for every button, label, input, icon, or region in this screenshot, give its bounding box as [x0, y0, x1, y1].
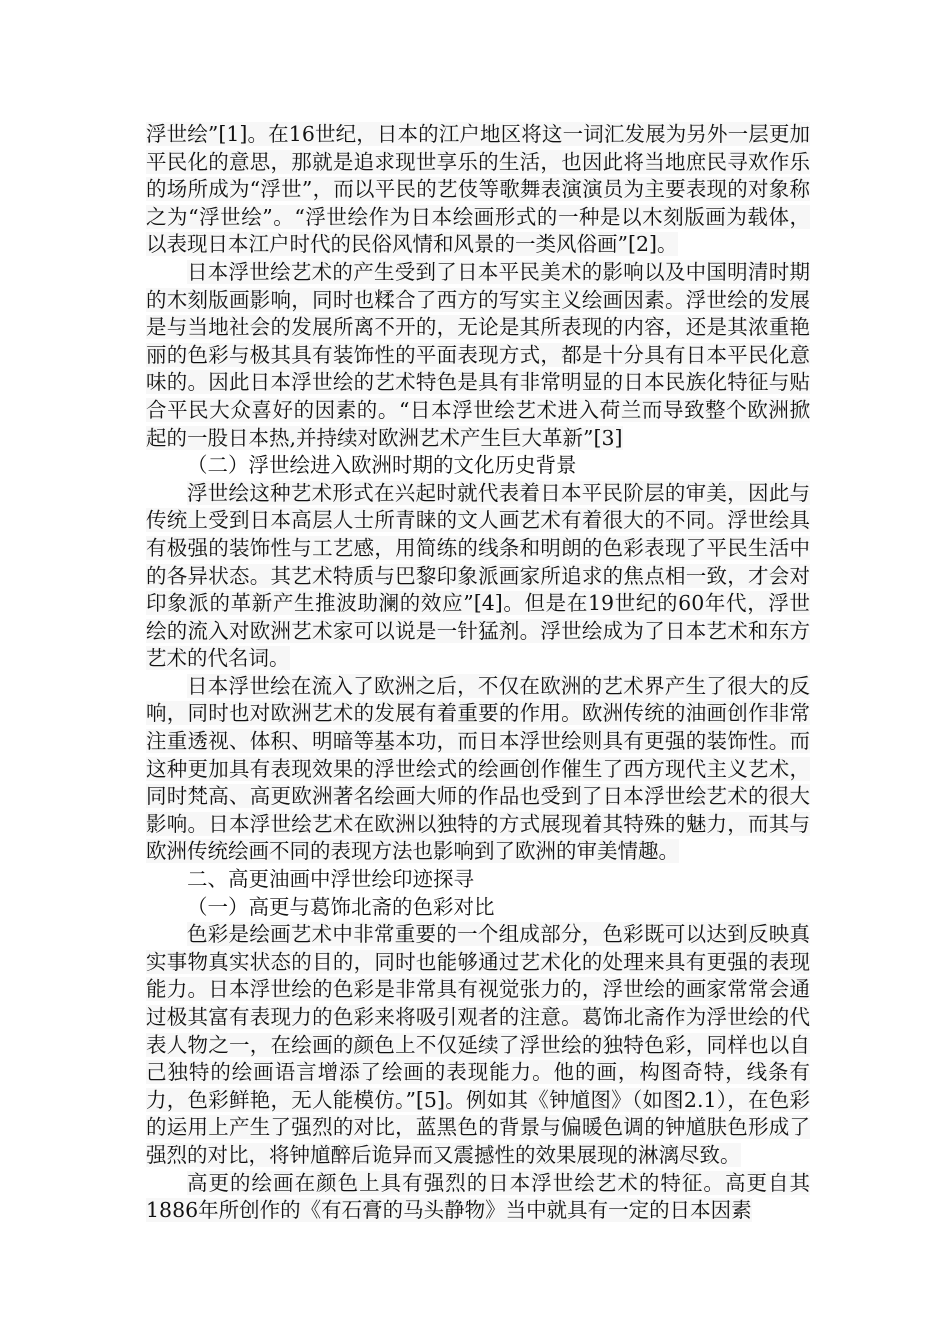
paragraph-text: 色彩是绘画艺术中非常重要的一个组成部分，色彩既可以达到反映真实事物真实状态的目的，同时也能够通过艺术化的处理来具有更强的表现能力。日本浮世绘的色彩是非常具有视觉张力的，浮世绘的画家常常会通过极其富有表现力的色彩来将吸引观者的注意。葛饰北斋作为浮世绘的代表人物之一，在绘画的颜色上不仅延续了浮世绘的独特色彩，同样也以自己独特的绘画语言增添了绘画的表现能力。他的画，构图奇特，线条有力，色彩鲜艳，无人能模仿。”[5]。例如其《钟馗图》（如图2.1），在色彩的运用上产生了强烈的对比，蓝黑色的背景与偏暖色调的钟馗肤色形成了强烈的对比，将钟馗醉后诡异而又震撼性的效果展现的淋漓尽致。 — [146, 922, 810, 1167]
paragraph-text: 高更的绘画在颜色上具有强烈的日本浮世绘艺术的特征。高更自其1886年所创作的《有石膏的马头静物》当中就具有一定的日本因素 — [146, 1170, 810, 1223]
paragraph-text: 浮世绘”[1]。在16世纪，日本的江户地区将这一词汇发展为另外一层更加平民化的意思，那就是追求现世享乐的生活，也因此将当地庶民寻欢作乐的场所成为“浮世”，而以平民的艺伎等歌舞表演演员为主要表现的对象称之为“浮世绘”。“浮世绘作为日本绘画形式的一种是以木刻版画为载体，以表现日本江户时代的民俗风情和风景的一类风俗画”[2]。 — [146, 122, 810, 257]
paragraph-text: 日本浮世绘在流入了欧洲之后，不仅在欧洲的艺术界产生了很大的反响，同时也对欧洲艺术的发展有着重要的作用。欧洲传统的油画创作非常注重透视、体积、明暗等基本功，而日本浮世绘则具有更强的装饰性。而这种更加具有表现效果的浮世绘式的绘画创作催生了西方现代主义艺术，同时梵高、高更欧洲著名绘画大师的作品也受到了日本浮世绘艺术的很大影响。日本浮世绘艺术在欧洲以独特的方式展现着其特殊的魅力，而其与欧洲传统绘画不同的表现方法也影响到了欧洲的审美情趣。 — [146, 673, 810, 864]
paragraph-text: 浮世绘这种艺术形式在兴起时就代表着日本平民阶层的审美，因此与传统上受到日本高层人士所青睐的文人画艺术有着很大的不同。浮世绘具有极强的装饰性与工艺感，用简练的线条和明朗的色彩表现了平民生活中的各异状态。其艺术特质与巴黎印象派画家所追求的焦点相一致，才会对印象派的革新产生推波助澜的效应”[4]。但是在19世纪的60年代，浮世绘的流入对欧洲艺术家可以说是一针猛剂。浮世绘成为了日本艺术和东方艺术的代名词。 — [146, 480, 810, 671]
paragraph-ukiyoe-origin — [146, 121, 810, 259]
paragraph-ukiyoe-in-europe — [146, 673, 810, 866]
section-heading-color-comparison — [146, 894, 810, 922]
heading-text: （二）浮世绘进入欧洲时期的文化历史背景 — [187, 453, 577, 478]
paragraph-ukiyoe-aesthetics — [146, 480, 810, 673]
heading-text: （一）高更与葛饰北斋的色彩对比 — [187, 894, 495, 919]
paragraph-gauguin-color — [146, 1170, 810, 1225]
paragraph-hokusai-color — [146, 921, 810, 1169]
paragraph-ukiyoe-influences — [146, 259, 810, 452]
heading-text: 二、高更油画中浮世绘印迹探寻 — [187, 867, 474, 892]
section-heading-europe-background — [146, 452, 810, 480]
document-page — [146, 121, 810, 1225]
section-heading-gauguin — [146, 866, 810, 894]
paragraph-text: 日本浮世绘艺术的产生受到了日本平民美术的影响以及中国明清时期的木刻版画影响，同时也糅合了西方的写实主义绘画因素。浮世绘的发展是与当地社会的发展所离不开的，无论是其所表现的内容，还是其浓重艳丽的色彩与极其具有装饰性的平面表现方式，都是十分具有日本平民化意味的。因此日本浮世绘的艺术特色是具有非常明显的日本民族化特征与贴合平民大众喜好的因素的。“日本浮世绘艺术进入荷兰而导致整个欧洲掀起的一股日本热,并持续对欧洲艺术产生巨大革新”[3] — [146, 259, 810, 450]
